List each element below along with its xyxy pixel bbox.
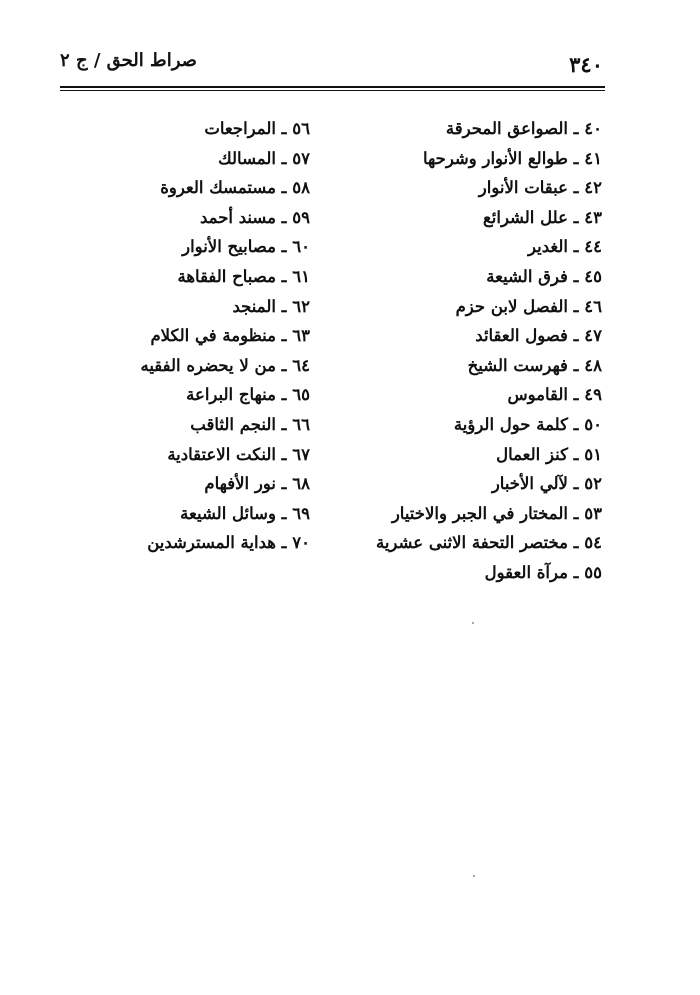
list-item: ٦٢ ـ المنجد [232, 296, 310, 316]
list-item: ٤٠ ـ الصواعق المحرقة [445, 119, 602, 138]
list-item: ٤٣ ـ علل الشرائع [483, 207, 602, 227]
page-number: ٣٤٠ [569, 52, 603, 77]
list-item: ٥٨ ـ مستمسك العروة [160, 178, 310, 198]
list-item: ٥١ ـ كنز العمال [496, 444, 602, 464]
list-item: ٤٨ ـ فهرست الشيخ [467, 355, 602, 375]
list-item: ٦٥ ـ منهاج البراعة [186, 385, 310, 405]
list-item: ٥٣ ـ المختار في الجبر والاختيار [391, 503, 602, 523]
reference-list-left [60, 114, 310, 558]
list-item: ٥٢ ـ لآلي الأخبار [491, 474, 602, 494]
list-item: ٦٩ ـ وسائل الشيعة [180, 503, 310, 523]
list-item: ٤٧ ـ فصول العقائد [475, 326, 602, 346]
list-item: ٦٠ ـ مصابيح الأنوار [182, 237, 310, 257]
list-item: ٥٤ ـ مختصر التحفة الاثنى عشرية [375, 533, 602, 553]
list-item: ٦٤ ـ من لا يحضره الفقيه [140, 355, 310, 375]
header-rule-thin [60, 90, 605, 91]
scan-speck [473, 875, 475, 877]
list-item: ٥٠ ـ كلمة حول الرؤية [453, 414, 602, 434]
list-item: ٥٩ ـ مسند أحمد [200, 207, 310, 227]
page-header [60, 44, 605, 88]
list-item: ٤٤ ـ الغدير [528, 237, 602, 257]
reference-list-right [342, 114, 602, 588]
scan-speck [472, 622, 474, 624]
list-item: ٦٨ ـ نور الأفهام [204, 474, 310, 494]
header-rule-thick [60, 86, 605, 88]
list-item: ٤٢ ـ عبقات الأنوار [478, 178, 602, 198]
running-title: صراط الحق / ج ٢ [60, 50, 197, 71]
list-item: ٦٧ ـ النكت الاعتقادية [167, 444, 310, 464]
list-item: ٦٦ ـ النجم الثاقب [190, 414, 310, 434]
list-item: ٥٧ ـ المسالك [218, 148, 310, 168]
list-item: ٤٥ ـ فرق الشيعة [486, 266, 602, 286]
list-item: ٦١ ـ مصباح الفقاهة [177, 266, 310, 286]
list-item: ٤٩ ـ القاموس [507, 385, 602, 405]
list-item: ٥٥ ـ مرآة العقول [484, 562, 602, 582]
list-item: ٤٦ ـ الفصل لابن حزم [455, 296, 602, 316]
list-item: ٤١ ـ طوالع الأنوار وشرحها [423, 148, 602, 168]
list-item: ٥٦ ـ المراجعات [204, 119, 310, 138]
list-item: ٧٠ ـ هداية المسترشدين [147, 533, 310, 553]
list-item: ٦٣ ـ منظومة في الكلام [150, 326, 310, 346]
